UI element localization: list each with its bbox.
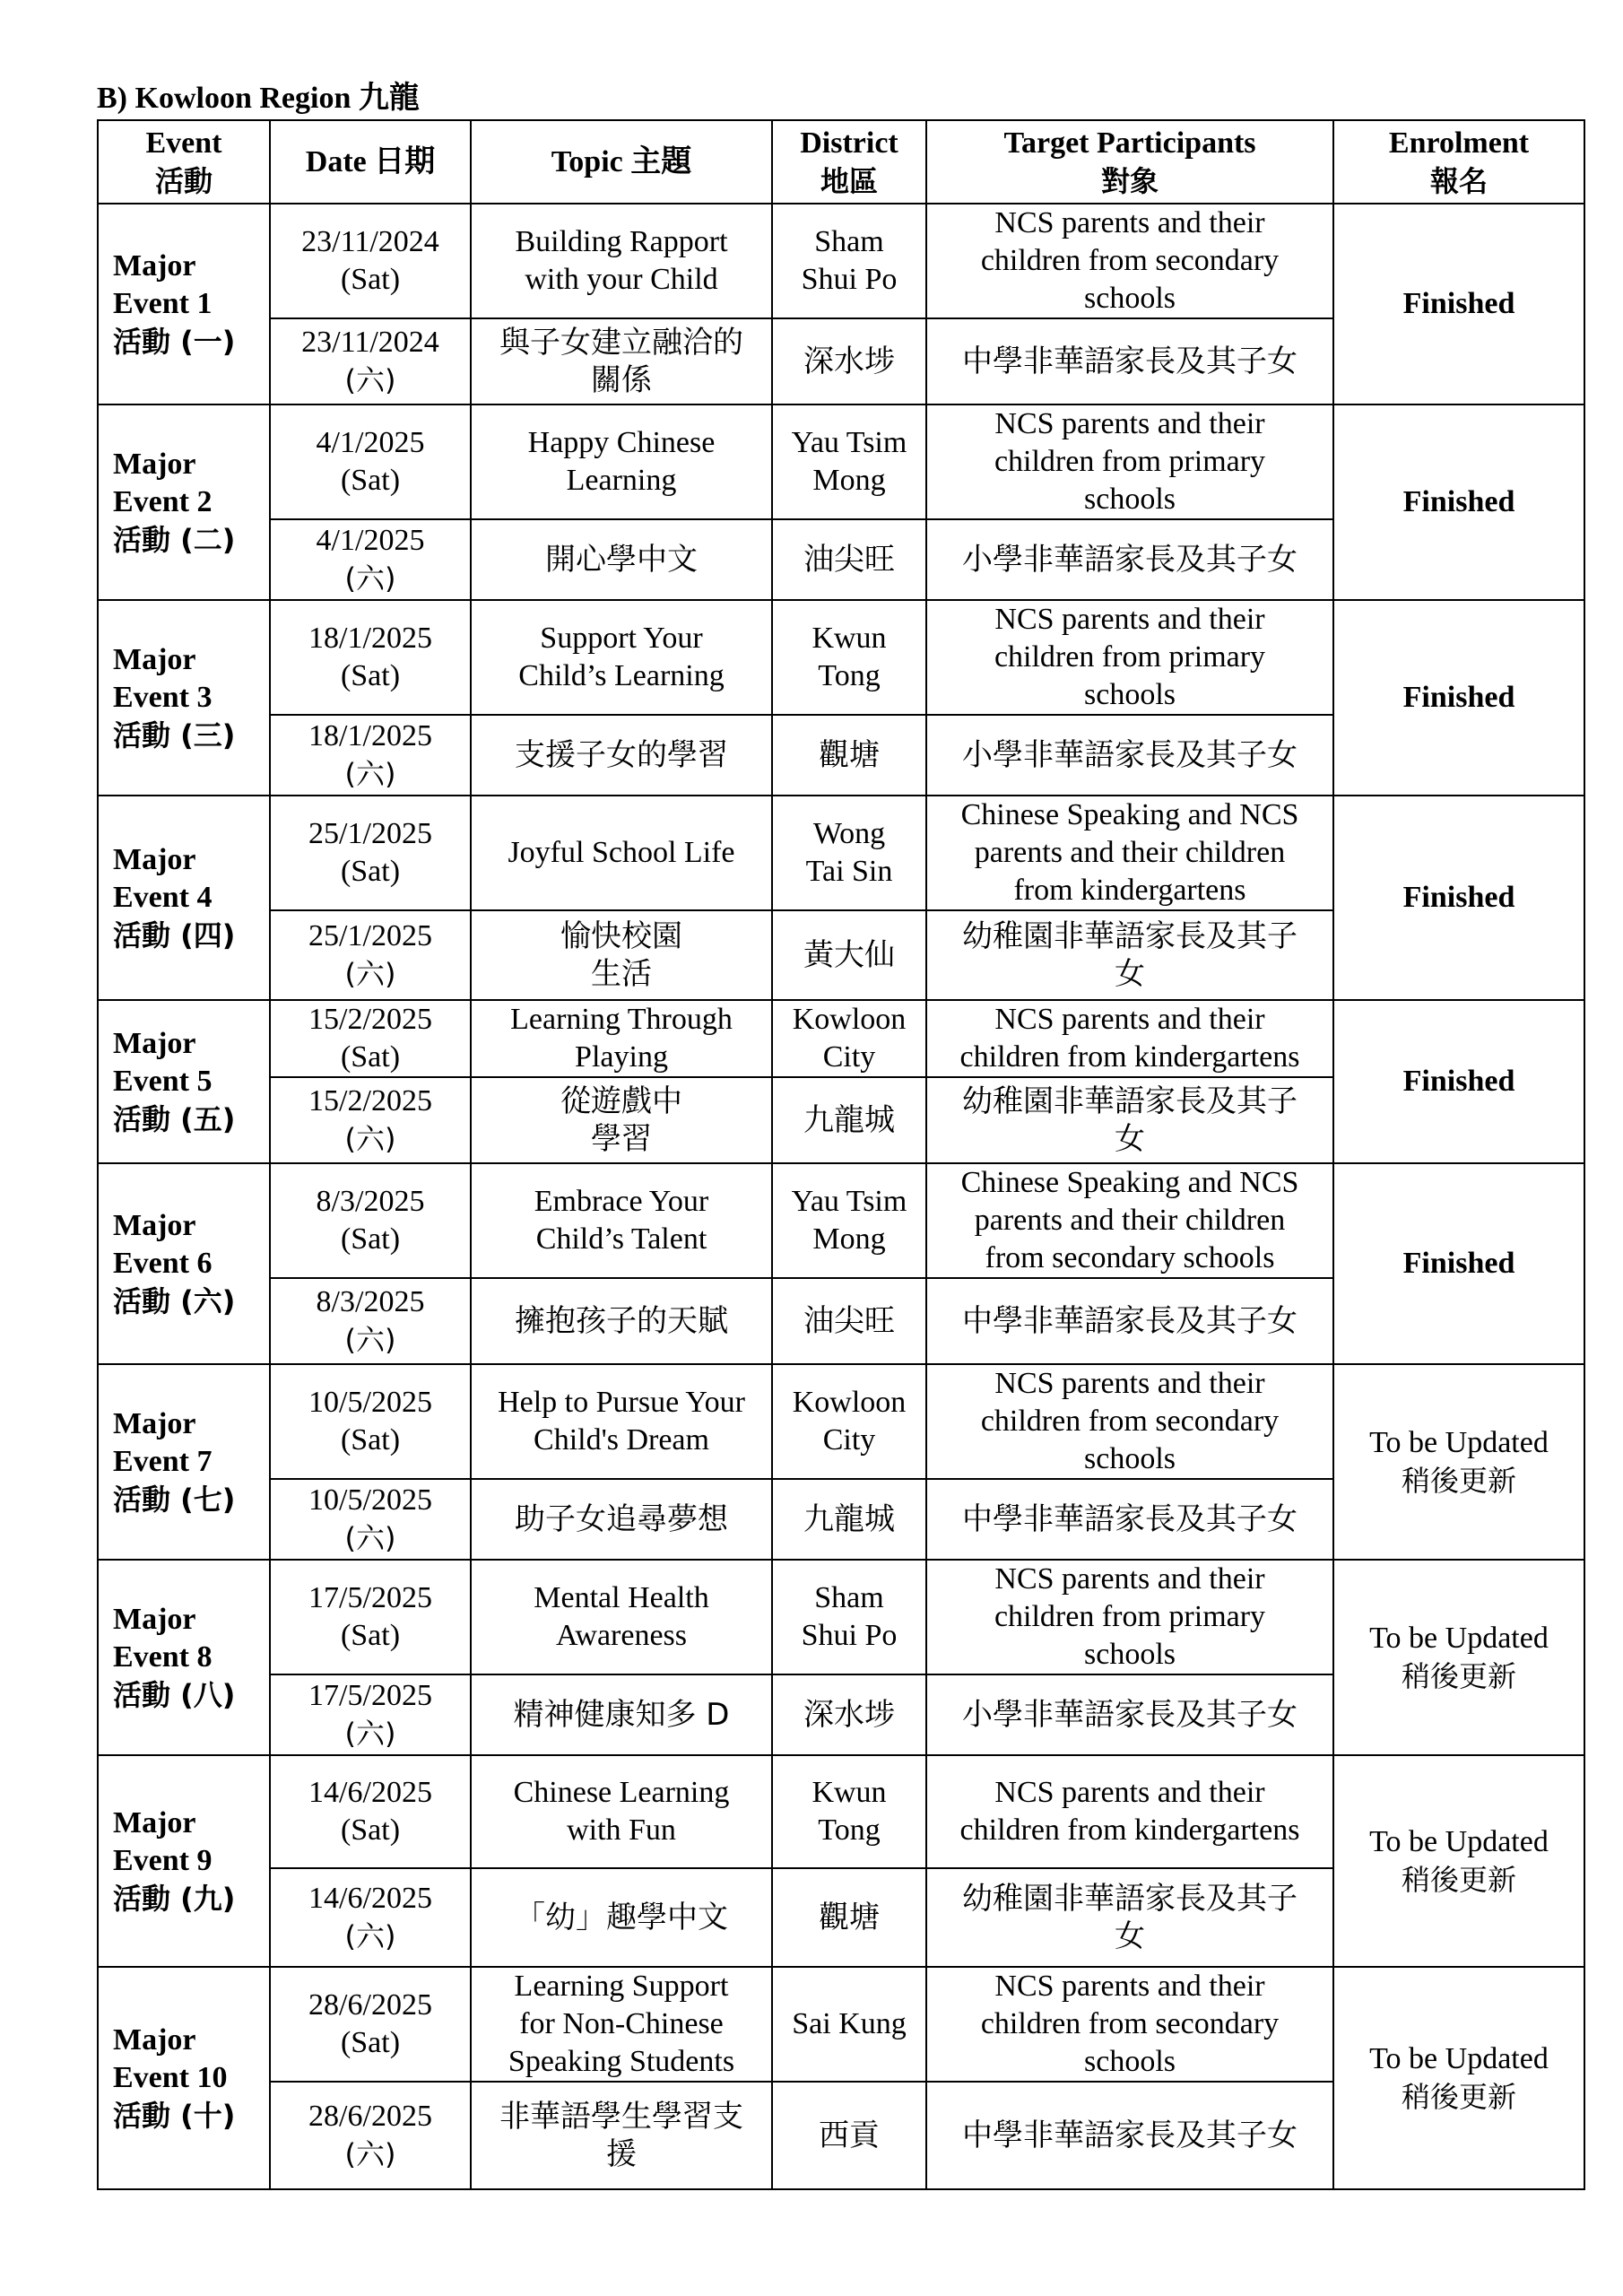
target-participants-cell: NCS parents and their children from primary schools (926, 1560, 1333, 1674)
date-cell: 17/5/2025 (Sat) (270, 1560, 471, 1674)
target-participants-cell-zh: 幼稚園非華語家長及其子 女 (926, 910, 1333, 1000)
district-cell: Wong Tai Sin (772, 796, 926, 910)
district-cell-zh: 九龍城 (772, 1479, 926, 1560)
event-name-cell: Major Event 9 活動 (九) (98, 1755, 270, 1967)
topic-cell-zh: 支援子女的學習 (471, 715, 772, 796)
target-participants-cell: NCS parents and their children from secondary schools (926, 1364, 1333, 1479)
date-cell: 23/11/2024 (Sat) (270, 204, 471, 318)
date-cell-zh: 8/3/2025 (六) (270, 1278, 471, 1364)
event-name-cell: Major Event 7 活動 (七) (98, 1364, 270, 1560)
target-participants-cell-zh: 中學非華語家長及其子女 (926, 318, 1333, 404)
district-cell: Yau Tsim Mong (772, 1163, 926, 1278)
date-cell-zh: 18/1/2025 (六) (270, 715, 471, 796)
date-cell: 15/2/2025 (Sat) (270, 1000, 471, 1077)
header-event: Event 活動 (98, 120, 270, 204)
date-cell-zh: 17/5/2025 (六) (270, 1674, 471, 1755)
date-cell-zh: 28/6/2025 (六) (270, 2082, 471, 2189)
table-row (98, 600, 1584, 715)
target-participants-cell: NCS parents and their children from kindergartens (926, 1755, 1333, 1868)
page-title: B) Kowloon Region 九龍 (97, 82, 420, 115)
target-participants-cell-zh: 幼稚園非華語家長及其子 女 (926, 1077, 1333, 1163)
date-cell: 14/6/2025 (Sat) (270, 1755, 471, 1868)
topic-cell: Building Rapport with your Child (471, 204, 772, 318)
date-cell: 10/5/2025 (Sat) (270, 1364, 471, 1479)
date-cell: 28/6/2025 (Sat) (270, 1967, 471, 2082)
target-participants-cell: Chinese Speaking and NCS parents and their children from kindergartens (926, 796, 1333, 910)
district-cell-zh: 深水埗 (772, 1674, 926, 1755)
table-row (98, 1560, 1584, 1674)
date-cell-zh: 15/2/2025 (六) (270, 1077, 471, 1163)
date-cell: 18/1/2025 (Sat) (270, 600, 471, 715)
topic-cell: Learning Through Playing (471, 1000, 772, 1077)
target-participants-cell: NCS parents and their children from secondary schools (926, 204, 1333, 318)
district-cell-zh: 九龍城 (772, 1077, 926, 1163)
target-participants-cell: Chinese Speaking and NCS parents and their children from secondary schools (926, 1163, 1333, 1278)
target-participants-cell-zh: 小學非華語家長及其子女 (926, 715, 1333, 796)
topic-cell: Support Your Child’s Learning (471, 600, 772, 715)
target-participants-cell: NCS parents and their children from kindergartens (926, 1000, 1333, 1077)
enrolment-status-cell: Finished (1333, 796, 1584, 1000)
target-participants-cell-zh: 中學非華語家長及其子女 (926, 1479, 1333, 1560)
header-target-participants: Target Participants 對象 (926, 120, 1333, 204)
target-participants-cell-zh: 幼稚園非華語家長及其子 女 (926, 1868, 1333, 1967)
date-cell: 4/1/2025 (Sat) (270, 404, 471, 519)
header-district: District 地區 (772, 120, 926, 204)
district-cell: Kowloon City (772, 1364, 926, 1479)
target-participants-cell: NCS parents and their children from primary schools (926, 600, 1333, 715)
district-cell: Sai Kung (772, 1967, 926, 2082)
header-date: Date 日期 (270, 120, 471, 204)
topic-cell-zh: 擁抱孩子的天賦 (471, 1278, 772, 1364)
district-cell: Kowloon City (772, 1000, 926, 1077)
date-cell-zh: 14/6/2025 (六) (270, 1868, 471, 1967)
table-row (98, 404, 1584, 519)
enrolment-status-cell: Finished (1333, 1000, 1584, 1163)
enrolment-status-cell: To be Updated 稍後更新 (1333, 1364, 1584, 1560)
enrolment-status-cell: To be Updated 稍後更新 (1333, 1755, 1584, 1967)
table-row (98, 796, 1584, 910)
target-participants-cell-zh: 小學非華語家長及其子女 (926, 1674, 1333, 1755)
topic-cell: Help to Pursue Your Child's Dream (471, 1364, 772, 1479)
event-name-cell: Major Event 3 活動 (三) (98, 600, 270, 796)
event-name-cell: Major Event 1 活動 (一) (98, 204, 270, 404)
topic-cell-zh: 助子女追尋夢想 (471, 1479, 772, 1560)
target-participants-cell: NCS parents and their children from secondary schools (926, 1967, 1333, 2082)
topic-cell-zh: 精神健康知多 D (471, 1674, 772, 1755)
topic-cell-zh: 開心學中文 (471, 519, 772, 600)
table-row (98, 1000, 1584, 1077)
enrolment-status-cell: Finished (1333, 204, 1584, 404)
topic-cell-zh: 「幼」趣學中文 (471, 1868, 772, 1967)
event-name-cell: Major Event 5 活動 (五) (98, 1000, 270, 1163)
topic-cell-zh: 愉快校園 生活 (471, 910, 772, 1000)
date-cell-zh: 4/1/2025 (六) (270, 519, 471, 600)
topic-cell: Mental Health Awareness (471, 1560, 772, 1674)
date-cell-zh: 23/11/2024 (六) (270, 318, 471, 404)
event-name-cell: Major Event 8 活動 (八) (98, 1560, 270, 1755)
district-cell-zh: 油尖旺 (772, 1278, 926, 1364)
table-row (98, 1755, 1584, 1868)
topic-cell: Embrace Your Child’s Talent (471, 1163, 772, 1278)
header-topic: Topic 主題 (471, 120, 772, 204)
enrolment-status-cell: Finished (1333, 1163, 1584, 1364)
district-cell: Yau Tsim Mong (772, 404, 926, 519)
event-name-cell: Major Event 2 活動 (二) (98, 404, 270, 600)
district-cell-zh: 觀塘 (772, 715, 926, 796)
target-participants-cell-zh: 中學非華語家長及其子女 (926, 1278, 1333, 1364)
district-cell-zh: 深水埗 (772, 318, 926, 404)
district-cell: Sham Shui Po (772, 204, 926, 318)
date-cell: 25/1/2025 (Sat) (270, 796, 471, 910)
kowloon-events-table (97, 119, 1585, 2190)
event-name-cell: Major Event 10 活動 (十) (98, 1967, 270, 2189)
district-cell-zh: 西貢 (772, 2082, 926, 2189)
topic-cell: Learning Support for Non-Chinese Speaking Students (471, 1967, 772, 2082)
district-cell: Sham Shui Po (772, 1560, 926, 1674)
district-cell: Kwun Tong (772, 600, 926, 715)
table-row (98, 1967, 1584, 2082)
date-cell-zh: 25/1/2025 (六) (270, 910, 471, 1000)
table-row (98, 1364, 1584, 1479)
topic-cell: Joyful School Life (471, 796, 772, 910)
target-participants-cell-zh: 小學非華語家長及其子女 (926, 519, 1333, 600)
district-cell: Kwun Tong (772, 1755, 926, 1868)
enrolment-status-cell: To be Updated 稍後更新 (1333, 1560, 1584, 1755)
header-enrolment: Enrolment 報名 (1333, 120, 1584, 204)
event-name-cell: Major Event 4 活動 (四) (98, 796, 270, 1000)
topic-cell-zh: 從遊戲中 學習 (471, 1077, 772, 1163)
table-row (98, 1163, 1584, 1278)
date-cell: 8/3/2025 (Sat) (270, 1163, 471, 1278)
event-name-cell: Major Event 6 活動 (六) (98, 1163, 270, 1364)
enrolment-status-cell: Finished (1333, 600, 1584, 796)
district-cell-zh: 觀塘 (772, 1868, 926, 1967)
table-header-row (98, 120, 1584, 204)
topic-cell-zh: 與子女建立融洽的 關係 (471, 318, 772, 404)
date-cell-zh: 10/5/2025 (六) (270, 1479, 471, 1560)
district-cell-zh: 油尖旺 (772, 519, 926, 600)
target-participants-cell-zh: 中學非華語家長及其子女 (926, 2082, 1333, 2189)
enrolment-status-cell: To be Updated 稍後更新 (1333, 1967, 1584, 2189)
topic-cell-zh: 非華語學生學習支 援 (471, 2082, 772, 2189)
district-cell-zh: 黃大仙 (772, 910, 926, 1000)
table-row (98, 204, 1584, 318)
enrolment-status-cell: Finished (1333, 404, 1584, 600)
topic-cell: Happy Chinese Learning (471, 404, 772, 519)
target-participants-cell: NCS parents and their children from primary schools (926, 404, 1333, 519)
topic-cell: Chinese Learning with Fun (471, 1755, 772, 1868)
